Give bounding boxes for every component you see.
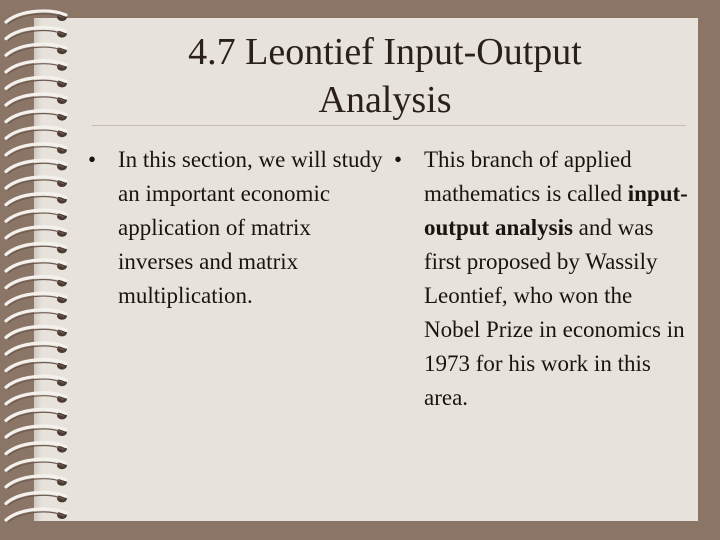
- binding-ring: [6, 409, 67, 422]
- binding-ring: [6, 61, 67, 74]
- binding-ring: [6, 94, 67, 107]
- title-divider: [92, 125, 686, 126]
- binding-ring: [6, 11, 67, 24]
- binding-ring: [6, 443, 67, 456]
- binding-ring: [6, 260, 67, 273]
- binding-ring: [6, 144, 67, 157]
- binding-ring: [6, 160, 67, 173]
- binding-ring: [6, 28, 67, 41]
- binding-ring: [6, 210, 67, 223]
- binding-ring: [6, 177, 67, 190]
- slide-title: [90, 28, 680, 124]
- binding-ring: [6, 277, 67, 290]
- binding-ring: [6, 111, 67, 124]
- binding-ring: [6, 509, 67, 522]
- binding-ring: [6, 360, 67, 373]
- right-bullet-text: [424, 143, 694, 415]
- binding-ring: [6, 326, 67, 339]
- bullet-left: •: [88, 147, 97, 172]
- binding-ring: [6, 426, 67, 439]
- title-line-2: Analysis: [318, 79, 452, 121]
- binding-ring: [6, 310, 67, 323]
- binding-ring: [6, 127, 67, 140]
- binding-ring: [6, 194, 67, 207]
- binding-ring: [6, 77, 67, 90]
- left-bullet-column: [88, 143, 388, 313]
- binding-ring: [6, 393, 67, 406]
- bullet-right: •: [394, 147, 403, 172]
- binding-ring: [6, 227, 67, 240]
- binding-ring: [6, 343, 67, 356]
- title-line-1: 4.7 Leontief Input-Output: [188, 31, 582, 73]
- spiral-binding: [0, 0, 90, 540]
- right-text-before: This branch of applied mathematics is called: [424, 147, 632, 206]
- binding-ring: [6, 243, 67, 256]
- binding-ring: [6, 293, 67, 306]
- binding-ring: [6, 492, 67, 505]
- right-bullet-column: [394, 143, 694, 415]
- binding-ring: [6, 376, 67, 389]
- left-bullet-text: In this section, we will study an important economic application of matrix inverses and matrix multiplication.: [118, 147, 383, 308]
- right-text-after: and was first proposed by Wassily Leontief, who won the Nobel Prize in economics in 1973 for his work in this area.: [424, 215, 685, 410]
- binding-ring: [6, 459, 67, 472]
- binding-ring: [6, 476, 67, 489]
- right-text-emphasis: input-output analysis: [424, 181, 688, 240]
- binding-ring: [6, 44, 67, 57]
